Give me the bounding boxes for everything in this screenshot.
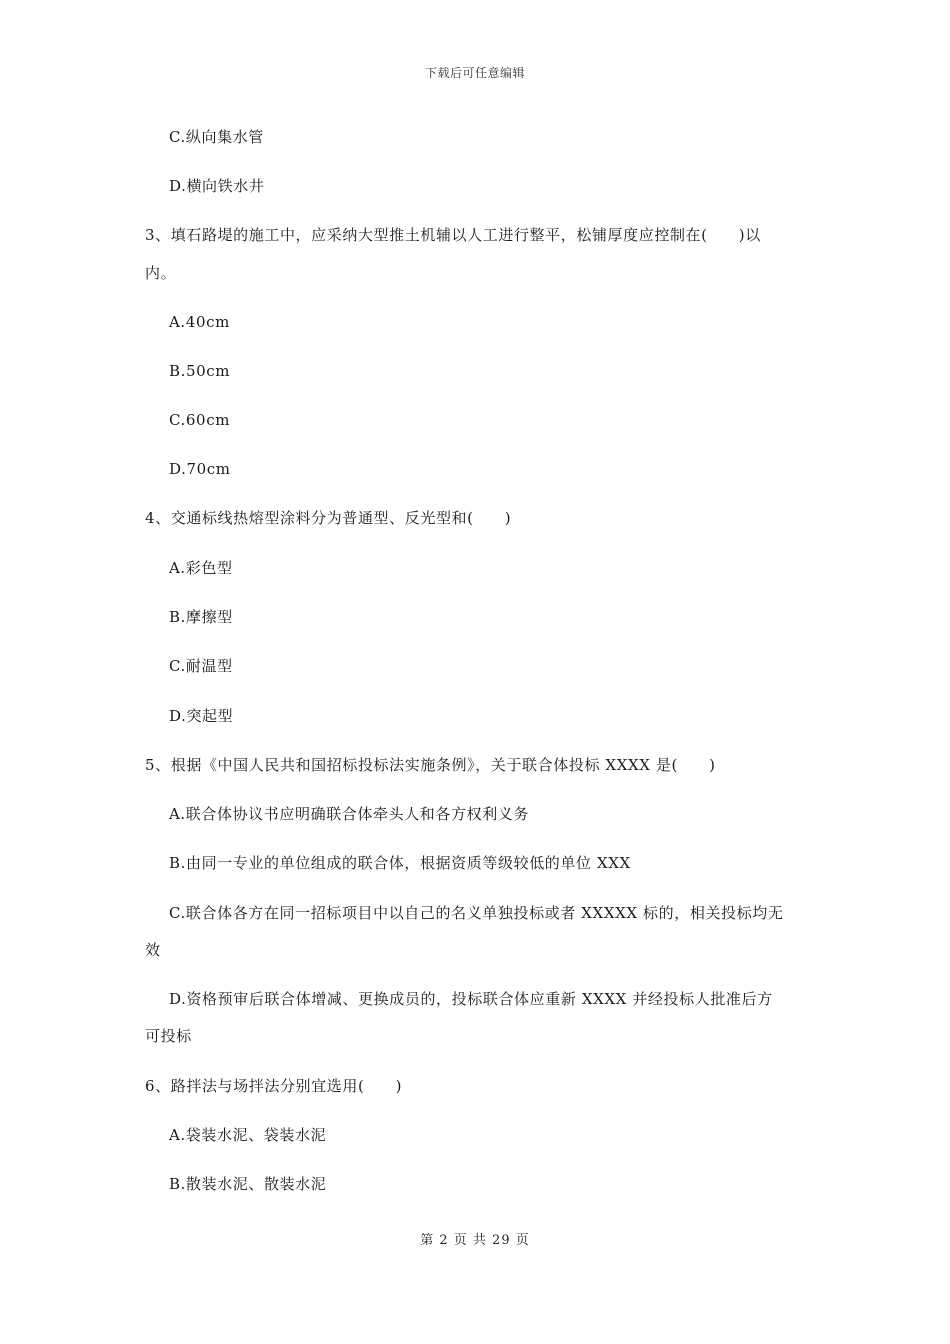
q5-option-a: A.联合体协议书应明确联合体牵头人和各方权利义务 xyxy=(169,805,530,823)
q4-option-b: B.摩擦型 xyxy=(169,608,233,626)
q3-option-a: A.40cm xyxy=(169,313,230,331)
q6-question: 6、路拌法与场拌法分别宜选用( ) xyxy=(145,1077,403,1095)
q4-question: 4、交通标线热熔型涂料分为普通型、反光型和( ) xyxy=(145,509,512,527)
page-number: 第 2 页 共 29 页 xyxy=(420,1233,530,1248)
q5-option-b: B.由同一专业的单位组成的联合体，根据资质等级较低的单位 XXX xyxy=(169,854,631,872)
q4-option-d: D.突起型 xyxy=(169,707,234,725)
q5-option-c-line2: 效 xyxy=(145,941,161,959)
q6-option-b: B.散装水泥、散装水泥 xyxy=(169,1175,327,1193)
q5-option-d-line2: 可投标 xyxy=(145,1027,192,1045)
q3-option-c: C.60cm xyxy=(169,411,231,429)
page-header: 下载后可任意编辑 xyxy=(424,66,525,80)
q3-option-b: B.50cm xyxy=(169,362,231,380)
q5-option-c-line1: C.联合体各方在同一招标项目中以自己的名义单独投标或者 XXXXX 标的，相关投标均无 xyxy=(169,904,784,922)
q4-option-a: A.彩色型 xyxy=(169,559,233,577)
q3-question-line1: 3、填石路堤的施工中，应采纳大型推土机辅以人工进行整平，松铺厚度应控制在( )以 xyxy=(145,226,761,244)
q2-option-c: C.纵向集水管 xyxy=(169,128,264,146)
q5-option-d-line1: D.资格预审后联合体增减、更换成员的，投标联合体应重新 XXXX 并经投标人批准后方 xyxy=(169,990,773,1008)
q2-option-d: D.横向铁水井 xyxy=(169,177,265,195)
q3-question-line2: 内。 xyxy=(145,264,177,282)
q4-option-c: C.耐温型 xyxy=(169,657,233,675)
q6-option-a: A.袋装水泥、袋装水泥 xyxy=(169,1126,327,1144)
q3-option-d: D.70cm xyxy=(169,460,231,478)
q5-question: 5、根据《中国人民共和国招标投标法实施条例》，关于联合体投标 XXXX 是( ) xyxy=(145,756,716,774)
